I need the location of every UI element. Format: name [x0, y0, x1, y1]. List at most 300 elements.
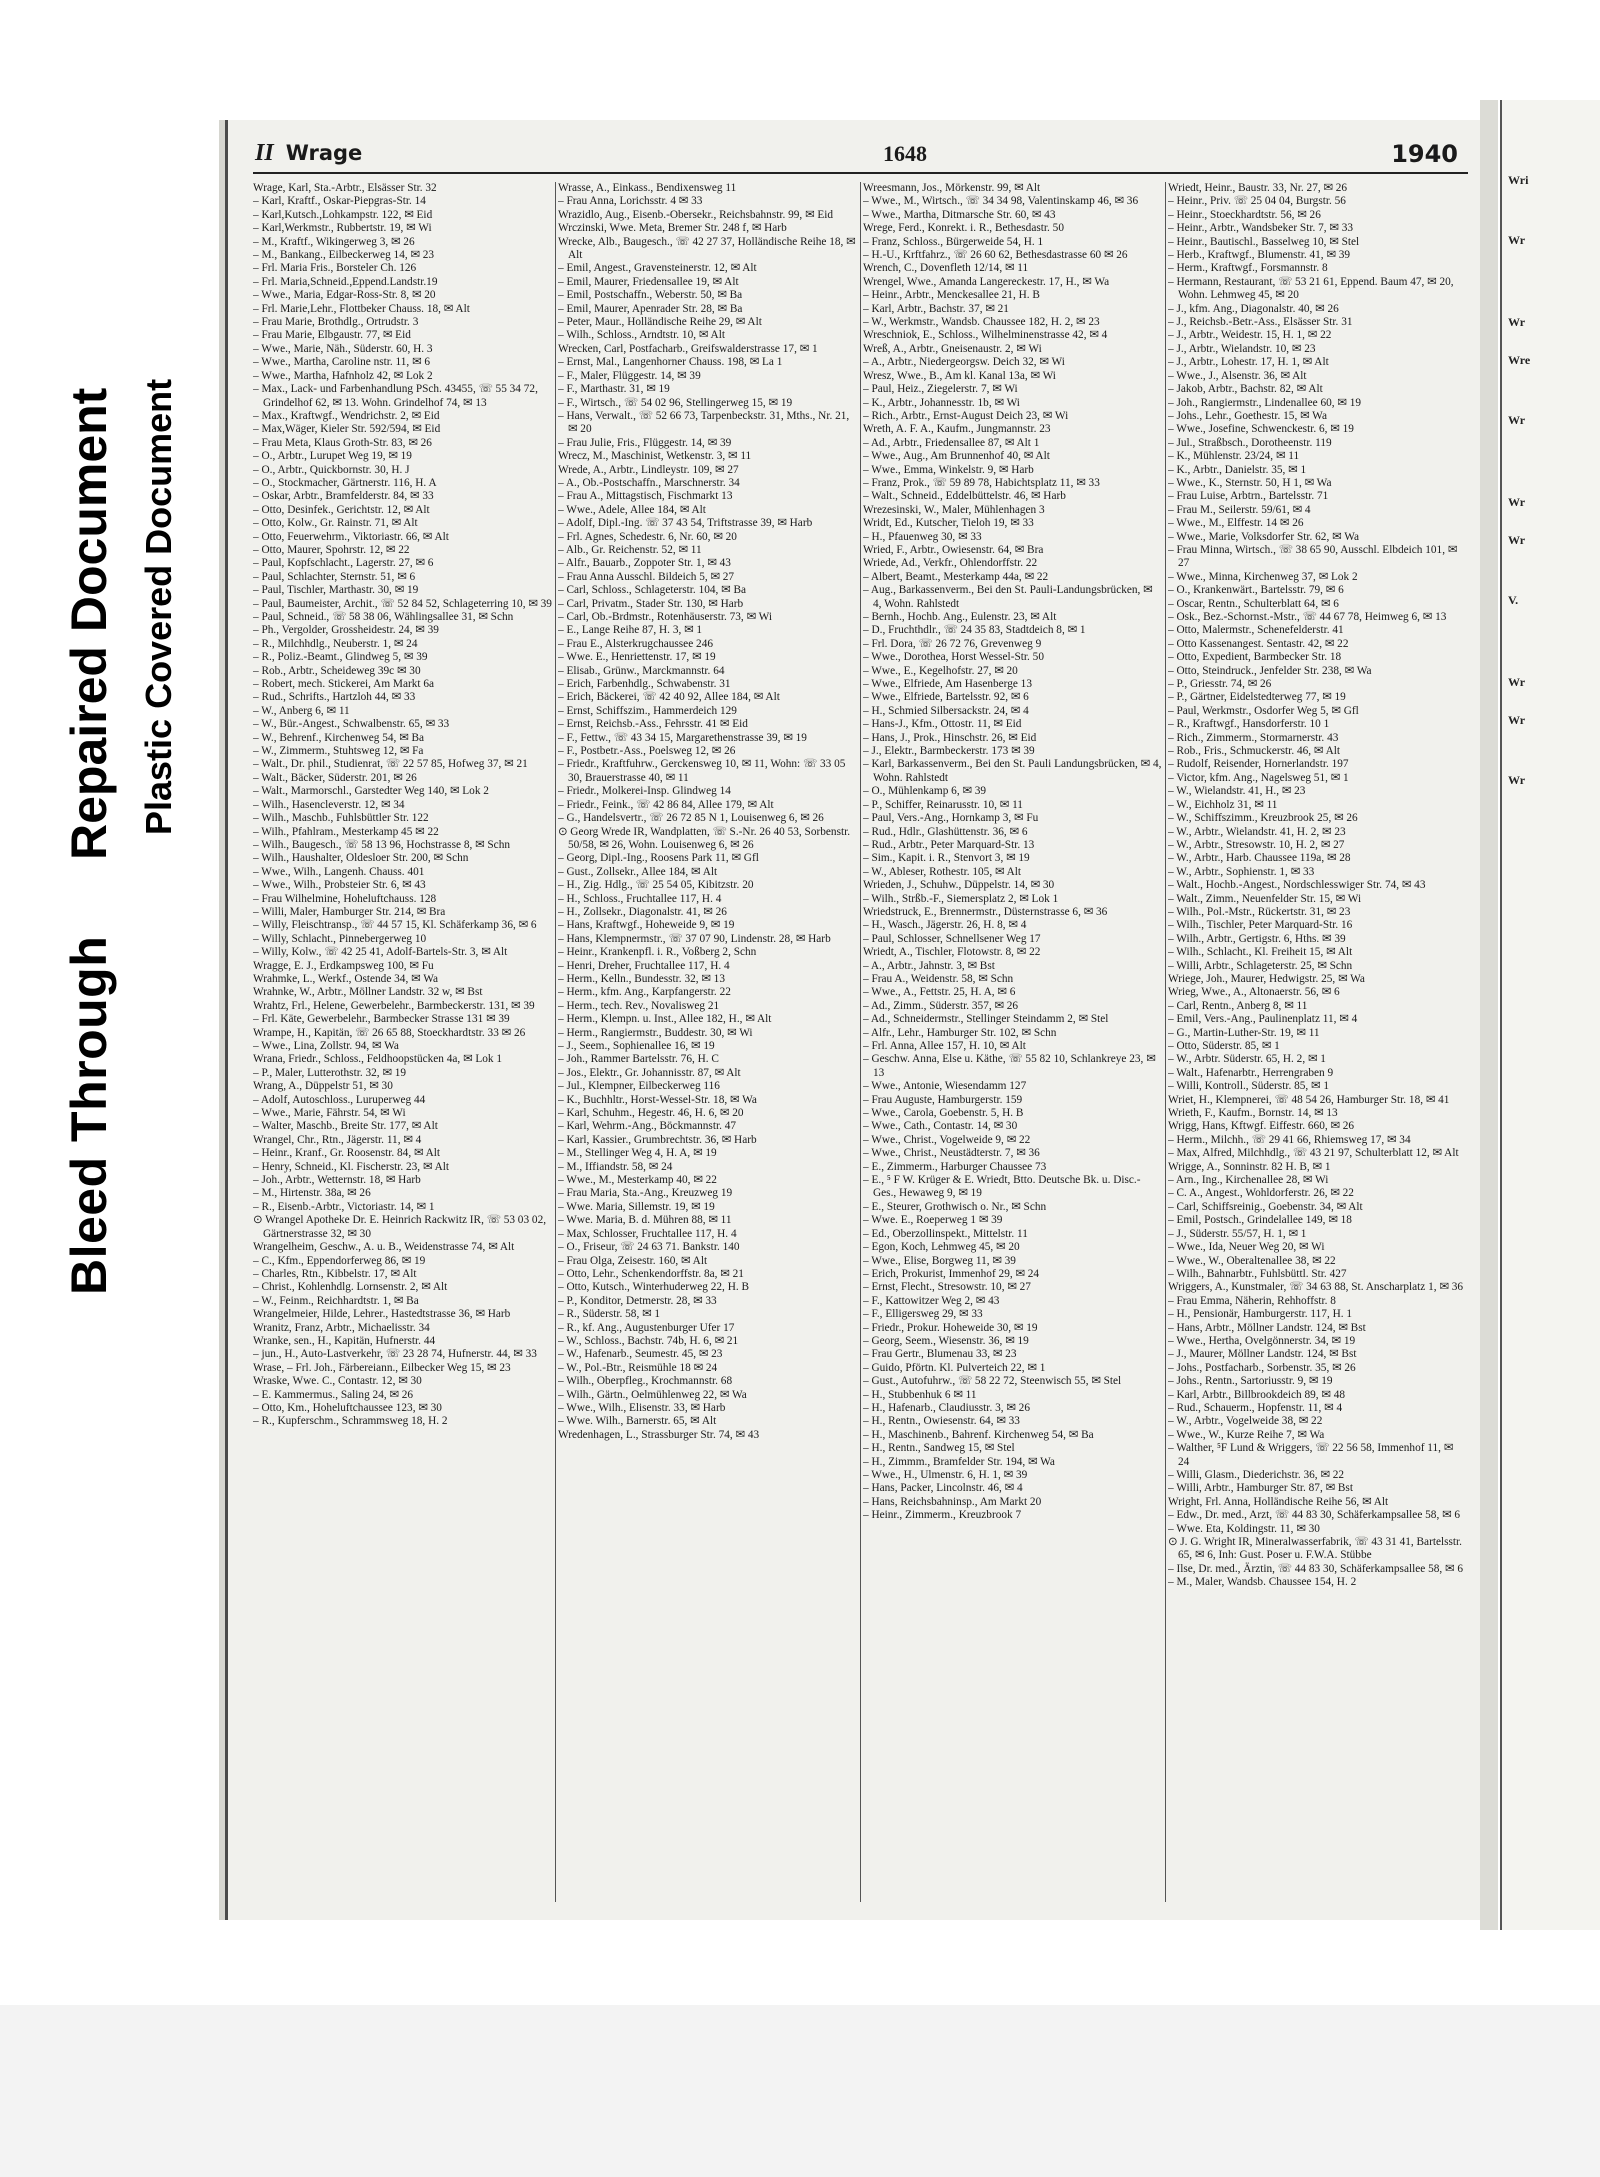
directory-entry: – H., Pensionär, Hamburgerstr. 117, H. 1 [1168, 1308, 1353, 1321]
directory-entry: – M., Kraftf., Wikingerweg 3, ✉ 26 [253, 235, 415, 248]
directory-entry: – Rud., Schauerm., Hopfenstr. 11, ✉ 4 [1168, 1401, 1343, 1414]
directory-entry: – Wwe., Minna, Kirchenweg 37, ✉ Lok 2 [1168, 570, 1358, 583]
directory-entry: – Frau M., Seilerstr. 59/61, ✉ 4 [1168, 503, 1311, 516]
directory-entry: – Frau A., Mittagstisch, Fischmarkt 13 [558, 490, 733, 503]
directory-entry: – Wwe., J., Alsenstr. 36, ✉ Alt [1168, 369, 1307, 382]
directory-entry: – J., Maurer, Möllner Landstr. 124, ✉ Bst [1168, 1348, 1357, 1361]
directory-entry: – Albert, Beamt., Mesterkamp 44a, ✉ 22 [863, 570, 1049, 583]
directory-entry: – Otto, Km., Hoheluftchaussee 123, ✉ 30 [253, 1401, 442, 1414]
directory-entry: – Wilh., Strßb.-F., Siemersplatz 2, ✉ Lok 1 [863, 892, 1059, 905]
directory-entry: – Frl. Dora, ☏ 26 72 76, Grevenweg 9 [863, 637, 1042, 650]
directory-page [225, 120, 1483, 1920]
directory-entry: – Paul, Schneid., ☏ 58 38 06, Wählingsallee 31, ✉ Schn [253, 611, 514, 623]
directory-entry: – R., Eisenb.-Arbtr., Victoriastr. 14, ✉ 1 [253, 1200, 435, 1213]
directory-entry: Wrench, C., Dovenfleth 12/14, ✉ 11 [863, 262, 1029, 275]
directory-entry: – Herm., Kelln., Bundesstr. 32, ✉ 13 [558, 972, 725, 985]
adjacent-page-fragment: Wr [1508, 413, 1526, 427]
directory-entry: – Georg, Seem., Wiesenstr. 36, ✉ 19 [863, 1334, 1029, 1347]
directory-entry: – Carl, Schloss., Schlageterstr. 104, ✉ Ba [558, 584, 746, 597]
directory-entry: – Adolf, Dipl.-Ing. ☏ 37 43 54, Triftstrasse 39, ✉ Harb [558, 517, 813, 530]
directory-entry: Wrecken, Carl, Postfacharb., Greifswalderstrasse 17, ✉ 1 [558, 342, 818, 355]
directory-entry: – G., Handelsvertr., ☏ 26 72 85 N 1, Louisenweg 6, ✉ 26 [558, 812, 824, 825]
directory-entry: – Wwe., M., Mesterkamp 40, ✉ 22 [558, 1174, 717, 1187]
directory-entry: Wrage, Karl, Sta.-Arbtr., Elsässer Str. 32 [253, 182, 437, 194]
directory-entry: – Frl. Käte, Gewerbelehr., Barmbecker Strasse 131 ✉ 39 [253, 1013, 510, 1026]
directory-entry: – Rud., Schrifts., Hartzloh 44, ✉ 33 [253, 691, 416, 704]
directory-entry: – Wilh., Hasencleverstr. 12, ✉ 34 [253, 798, 405, 811]
directory-entry: – F., Marthastr. 31, ✉ 19 [558, 383, 670, 396]
directory-entry: – Carl, Rentn., Anberg 8, ✉ 11 [1168, 999, 1308, 1012]
directory-entry: Wrase, – Frl. Joh., Färbereiann., Eilbecker Weg 15, ✉ 23 [253, 1361, 511, 1374]
directory-entry: – Frl. Maria Fris., Borsteler Ch. 126 [253, 262, 417, 275]
column-3 [863, 182, 1162, 1902]
directory-entry: – Wwe., Aug., Am Brunnenhof 40, ✉ Alt [863, 450, 1050, 463]
stamp-plastic-covered: Plastic Covered Document [138, 378, 179, 835]
directory-entry: – Ed., Oberzollinspekt., Mittelstr. 11 [863, 1227, 1028, 1240]
adjacent-page-fragment: Wr [1508, 233, 1526, 247]
directory-entry: – Willi, Arbtr., Hamburger Str. 87, ✉ Bst [1168, 1482, 1353, 1495]
directory-entry: – K., Buchhltr., Horst-Wessel-Str. 18, ✉ Wa [558, 1093, 757, 1106]
directory-entry: – Walt., Schneid., Eddelbüttelstr. 46, ✉ Harb [863, 490, 1066, 503]
directory-entry: – F., Kattowitzer Weg 2, ✉ 43 [863, 1294, 1000, 1307]
directory-entry: – W., Arbtr., Sophienstr. 1, ✉ 33 [1168, 865, 1315, 878]
directory-entry: – Emil, Maurer, Apenrader Str. 28, ✉ Ba [558, 302, 743, 315]
directory-entry: ⊙ Wrangel Apotheke Dr. E. Heinrich Rackwitz IR, ☏ 53 03 02, Gärtnerstrasse 32, ✉ 30 [253, 1214, 547, 1240]
directory-entry: – Wilh., Oberpfleg., Krochmannstr. 68 [558, 1375, 733, 1388]
directory-entry: – Wilh., Pol.-Mstr., Rückertstr. 31, ✉ 23 [1168, 905, 1351, 918]
directory-entry: – Wilh., Schloss., Arndtstr. 10, ✉ Alt [558, 329, 725, 342]
directory-entry: – Gust., Autofuhrw., ☏ 58 22 72, Steenwisch 55, ✉ Stel [863, 1375, 1122, 1388]
directory-entry: – Jul., Klempner, Eilbeckerweg 116 [558, 1080, 720, 1093]
directory-entry: – Wwe., E., Kegelhofstr. 27, ✉ 20 [863, 664, 1018, 677]
directory-entry: Wriedt, Heinr., Baustr. 33, Nr. 27, ✉ 26 [1168, 182, 1348, 194]
directory-entry: – O., Krankenwärt., Bartelsstr. 79, ✉ 6 [1168, 584, 1344, 597]
directory-entry: – Franz, Prok., ☏ 59 89 78, Habichtsplatz 11, ✉ 33 [863, 476, 1100, 489]
directory-entry: – Frau Marie, Brothdlg., Ortrudstr. 3 [253, 316, 419, 329]
directory-entry: – Emil, Angest., Gravensteinerstr. 12, ✉ Alt [558, 262, 757, 275]
directory-entry: – F., Fettw., ☏ 43 34 15, Margarethenstrasse 39, ✉ 19 [558, 731, 807, 744]
directory-entry: – Otto, Malermstr., Schenefelderstr. 41 [1168, 624, 1344, 637]
directory-entry: – W., Zimmerm., Stuhtsweg 12, ✉ Fa [253, 745, 424, 758]
directory-entry: – Frau Anna, Lorichsstr. 4 ✉ 33 [558, 195, 703, 208]
directory-entry: – Frl. Marie,Lehr., Flottbeker Chauss. 18, ✉ Alt [253, 302, 470, 315]
directory-entry: – Frl. Anna, Allee 157, H. 10, ✉ Alt [863, 1040, 1026, 1052]
adjacent-page-fragment: Wri [1508, 173, 1529, 187]
directory-entry: – Wilh., Gärtn., Oelmühlenweg 22, ✉ Wa [558, 1388, 747, 1401]
directory-entry: – Hans-J., Kfm., Ottostr. 11, ✉ Eid [863, 718, 1022, 731]
directory-entry: Wredenhagen, L., Strassburger Str. 74, ✉ 43 [558, 1428, 760, 1441]
directory-entry: – Wwe. Maria, B. d. Mühren 88, ✉ 11 [558, 1214, 732, 1227]
directory-entry: – Otto, Steindruck., Jenfelder Str. 238, ✉ Wa [1168, 664, 1372, 677]
directory-entry: – Wilh., Arbtr., Gertigstr. 6, Hths. ✉ 39 [1168, 932, 1346, 945]
directory-entry: – Wwe., Martha, Hafnholz 42, ✉ Lok 2 [253, 369, 433, 382]
directory-entry: – R., Süderstr. 58, ✉ 1 [558, 1308, 661, 1321]
directory-entry: Wried, F., Arbtr., Owiesenstr. 64, ✉ Bra [863, 543, 1044, 556]
directory-entry: – Alfr., Bauarb., Zoppoter Str. 1, ✉ 43 [558, 557, 731, 570]
directory-entry: – Wwe. Maria, Sillemstr. 19, ✉ 19 [558, 1200, 715, 1213]
directory-entry: – Willi, Glasm., Diederichstr. 36, ✉ 22 [1168, 1469, 1345, 1481]
directory-entry: – R., kf. Ang., Augustenburger Ufer 17 [558, 1321, 735, 1334]
directory-entry: – Wwe., Martha, Caroline nstr. 11, ✉ 6 [253, 356, 431, 369]
directory-entry: – Wwe. Eta, Koldingstr. 11, ✉ 30 [1168, 1522, 1320, 1535]
directory-entry: – Frau A., Weidenstr. 58, ✉ Schn [863, 972, 1014, 985]
directory-entry: – Hans, Reichsbahninsp., Am Markt 20 [863, 1495, 1042, 1508]
directory-entry: – Wilh., Tischler, Peter Marquard-Str. 16 [1168, 919, 1353, 932]
directory-entry: – Sim., Kapit. i. R., Stenvort 3, ✉ 19 [863, 852, 1030, 865]
directory-entry: – M., Hirtenstr. 38a, ✉ 26 [253, 1187, 371, 1200]
directory-entry: – R., Kupferschm., Schrammsweg 18, H. 2 [253, 1415, 448, 1428]
directory-entry: Wrege, Ferd., Konrekt. i. R., Bethesdastr. 50 [863, 222, 1064, 235]
directory-entry: – P., Maler, Lutterothstr. 32, ✉ 19 [253, 1066, 407, 1079]
directory-entry: – Joh., Rammer Bartelsstr. 76, H. C [558, 1053, 719, 1066]
directory-entry: – H., Zig. Hdlg., ☏ 25 54 05, Kibitzstr. 20 [558, 879, 754, 892]
directory-entry: – Johs., Lehr., Goethestr. 15, ✉ Wa [1168, 409, 1327, 422]
directory-entry: Wriedstruck, E., Brennermstr., Düsternstrasse 6, ✉ 36 [863, 905, 1108, 918]
column-divider [1165, 182, 1166, 1902]
directory-entry: – Herm., tech. Rev., Novalisweg 21 [558, 999, 720, 1012]
directory-entry: – Wwe., Adele, Allee 184, ✉ Alt [558, 503, 706, 516]
directory-entry: – Wwe. Wilh., Barnerstr. 65, ✉ Alt [558, 1415, 717, 1428]
directory-entry: Wragge, E. J., Erdkampsweg 100, ✉ Fu [253, 959, 434, 972]
directory-entry: – Emil, Vers.-Ang., Paulinenplatz 11, ✉ 4 [1168, 1013, 1358, 1026]
directory-entry: – Otto, Kutsch., Winterhuderweg 22, H. B [558, 1281, 750, 1294]
directory-entry: – J., Süderstr. 55/57, H. 1, ✉ 1 [1168, 1227, 1307, 1240]
directory-entry: – Herm., Milchh., ☏ 29 41 66, Rhiemsweg 17, ✉ 34 [1168, 1133, 1411, 1146]
header-section [255, 140, 362, 167]
directory-entry: – Henry, Schneid., Kl. Fischerstr. 23, ✉ Alt [253, 1160, 450, 1173]
directory-entry: – Wwe., H., Ulmenstr. 6, H. 1, ✉ 39 [863, 1469, 1028, 1481]
directory-entry: – Max, Schlosser, Fruchtallee 117, H. 4 [558, 1227, 737, 1240]
directory-entry: – Willy, Fleischtransp., ☏ 44 57 15, Kl. Schäferkamp 36, ✉ 6 [253, 919, 537, 932]
directory-entry: – Wwe., Christ., Vogelweide 9, ✉ 22 [863, 1133, 1031, 1146]
directory-entry: – Emil, Postschaffn., Weberstr. 50, ✉ Ba [558, 289, 743, 302]
directory-entry: – Heinr., Kranf., Gr. Roosenstr. 84, ✉ Alt [253, 1147, 441, 1160]
directory-entry: Wreesmann, Jos., Mörkenstr. 99, ✉ Alt [863, 182, 1041, 194]
directory-entry: – F., Postbetr.-Ass., Poelsweg 12, ✉ 26 [558, 745, 736, 758]
directory-entry: – Johs., Postfacharb., Sorbenstr. 35, ✉ 26 [1168, 1361, 1356, 1374]
directory-entry: – Frau Wilhelmine, Hoheluftchauss. 128 [253, 892, 437, 905]
directory-entry: – E., Lange Reihe 87, H. 3, ✉ 1 [558, 624, 703, 637]
directory-entry: – Ilse, Dr. med., Ärztin, ☏ 44 83 30, Schäferkampsallee 58, ✉ 6 [1168, 1562, 1463, 1575]
directory-entry: Wrieth, F., Kaufm., Bornstr. 14, ✉ 13 [1168, 1107, 1338, 1120]
directory-entry: – Walt., Hochb.-Angest., Nordschlesswiger Str. 74, ✉ 43 [1168, 879, 1426, 892]
directory-entry: – H., Schloss., Fruchtallee 117, H. 4 [558, 892, 722, 905]
directory-entry: – Wwe., Elfriede, Bartelsstr. 92, ✉ 6 [863, 691, 1029, 704]
directory-entry: – W., Schloss., Bachstr. 74b, H. 6, ✉ 21 [558, 1334, 739, 1347]
directory-entry: – Georg, Dipl.-Ing., Roosens Park 11, ✉ Gfl [558, 852, 759, 865]
directory-entry: – Geschw. Anna, Else u. Käthe, ☏ 55 82 10, Schlankreye 23, ✉ 13 [863, 1053, 1156, 1079]
directory-entry: – Bernh., Hochb. Ang., Eulenstr. 23, ✉ Alt [863, 611, 1057, 623]
scan-bottom-margin [0, 2005, 1600, 2177]
directory-entry: – Karl, Arbtr., Billbrookdeich 89, ✉ 48 [1168, 1388, 1346, 1401]
directory-entry: ⊙ Georg Wrede IR, Wandplatten, ☏ S.-Nr. 26 40 53, Sorbenstr. 50/58, ✉ 26, Wohn. Louisenweg 6, ✉ 26 [558, 825, 851, 851]
directory-entry: – Rud., Arbtr., Peter Marquard-Str. 13 [863, 838, 1035, 851]
directory-entry: – Ad., Zimm., Süderstr. 357, ✉ 26 [863, 999, 1019, 1012]
directory-entry: – W., Ableser, Rothestr. 105, ✉ Alt [863, 865, 1022, 878]
directory-entry: – Peter, Maur., Holländische Reihe 29, ✉ Alt [558, 316, 762, 329]
directory-entry: – Christ., Kohlenhdlg. Lornsenstr. 2, ✉ Alt [253, 1281, 448, 1294]
directory-entry: – Wwe., Josefine, Schwenckestr. 6, ✉ 19 [1168, 423, 1354, 436]
directory-entry: – Gust., Zollsekr., Allee 184, ✉ Alt [558, 865, 718, 878]
directory-entry: – H., Zollsekr., Diagonalstr. 41, ✉ 26 [558, 905, 727, 918]
directory-entry: – Karl,Werkmstr., Rubbertstr. 19, ✉ Wi [253, 222, 432, 235]
directory-entry: – J., Arbtr., Lohestr. 17, H. 1, ✉ Alt [1168, 356, 1329, 369]
directory-entry: – Heinr., Stoeckhardtstr. 56, ✉ 26 [1168, 208, 1321, 221]
directory-entry: – Otto, Expedient, Barmbecker Str. 18 [1168, 651, 1342, 664]
directory-entry: – Frau Olga, Zeisestr. 160, ✉ Alt [558, 1254, 708, 1267]
directory-entry: – Joh., Rangiermstr., Lindenallee 60, ✉ 19 [1168, 396, 1362, 409]
directory-entry: – W., Eichholz 31, ✉ 11 [1168, 798, 1278, 811]
directory-entry: – Ernst, Schiffszim., Hammerdeich 129 [558, 704, 737, 717]
directory-entry: – Paul, Vers.-Ang., Hornkamp 3, ✉ Fu [863, 812, 1039, 825]
directory-entry: – M., Maler, Wandsb. Chaussee 154, H. 2 [1168, 1576, 1357, 1589]
directory-entry: – A., Arbtr., Jahnstr. 3, ✉ Bst [863, 959, 995, 972]
directory-entry: – Paul, Baumeister, Archit., ☏ 52 84 52, Schlageterring 10, ✉ 39 [253, 597, 552, 610]
directory-entry: – Carl, Schiffsreinig., Goebenstr. 34, ✉ Alt [1168, 1200, 1363, 1213]
directory-entry: – Rich., Zimmerm., Stormarnerstr. 43 [1168, 731, 1339, 744]
directory-entry: – Herm., Rangiermstr., Buddestr. 30, ✉ Wi [558, 1026, 753, 1039]
directory-entry: Wrezesinski, W., Maler, Mühlenhagen 3 [863, 503, 1045, 516]
directory-entry: – Ernst, Mal., Langenhorner Chauss. 198, ✉ La 1 [558, 356, 783, 369]
directory-entry: – Wwe., M., Wirtsch., ☏ 34 34 98, Valentinskamp 46, ✉ 36 [863, 195, 1139, 208]
directory-entry: – Frau Marie, Elbgaustr. 77, ✉ Eid [253, 329, 411, 342]
directory-entry: – Frl. Maria,Schneid.,Eppend.Landstr.19 [253, 275, 438, 288]
directory-entry: – W., Hafenarb., Seumestr. 45, ✉ 23 [558, 1348, 723, 1361]
directory-entry: – E., Steurer, Grothwisch o. Nr., ✉ Schn [863, 1200, 1047, 1213]
directory-entry: – C. A., Angest., Wohldorferstr. 26, ✉ 22 [1168, 1187, 1354, 1200]
directory-entry: – Ernst, Flecht., Stresowstr. 10, ✉ 27 [863, 1281, 1031, 1294]
directory-entry: – Frau Emma, Näherin, Rehhoffstr. 8 [1168, 1294, 1336, 1307]
directory-entry: – Erich, Bäckerei, ☏ 42 40 92, Allee 184, ✉ Alt [558, 691, 780, 704]
directory-entry: – Otto, Süderstr. 85, ✉ 1 [1168, 1040, 1280, 1052]
directory-entry: – Henri, Dreher, Fruchtallee 117, H. 4 [558, 959, 730, 972]
column-divider [860, 182, 861, 1902]
directory-entry: – J., Arbtr., Wielandstr. 10, ✉ 23 [1168, 342, 1316, 355]
directory-entry: Wrampe, H., Kapitän, ☏ 26 65 88, Stoeckhardtstr. 33 ✉ 26 [253, 1026, 526, 1039]
directory-entry: Wreß, A., Arbtr., Gneisenaustr. 2, ✉ Wi [863, 342, 1042, 355]
directory-entry: – Karl, Barkassenverm., Bei den St. Pauli Landungsbrücken, ✉ 4, Wohn. Rahlstedt [863, 758, 1162, 784]
directory-entry: – Egon, Koch, Lehmweg 45, ✉ 20 [863, 1241, 1020, 1254]
directory-entry: – P., Griesstr. 74, ✉ 26 [1168, 678, 1272, 691]
adjacent-page-fragment: Wr [1508, 773, 1526, 787]
directory-entry: – Paul, Schlachter, Sternstr. 51, ✉ 6 [253, 570, 416, 583]
directory-entry: Wrigg, Hans, Kftwgf. Eiffestr. 660, ✉ 26 [1168, 1120, 1355, 1133]
directory-entry: – Frl. Agnes, Schedestr. 6, Nr. 60, ✉ 20 [558, 530, 737, 543]
directory-entry: – H., Rentn., Sandweg 15, ✉ Stel [863, 1442, 1015, 1455]
directory-entry: – Aug., Barkassenverm., Bei den St. Pauli-Landungsbrücken, ✉ 4, Wohn. Rahlstedt [863, 584, 1153, 610]
directory-entry: – W., Arbtr., Stresowstr. 10, H. 2, ✉ 27 [1168, 838, 1345, 851]
adjacent-page-fragment: Wr [1508, 315, 1526, 329]
column-2 [558, 182, 857, 1902]
directory-entry: – Herm., kfm. Ang., Karpfangerstr. 22 [558, 986, 731, 999]
directory-entry: – Edw., Dr. med., Arzt, ☏ 44 83 30, Schäferkampsallee 58, ✉ 6 [1168, 1509, 1461, 1522]
directory-entry: – Karl, Schuhm., Hegestr. 46, H. 6, ✉ 20 [558, 1107, 744, 1120]
directory-entry: – Emil, Maurer, Friedensallee 19, ✉ Alt [558, 275, 739, 288]
directory-entry: Wrczinski, Wwe. Meta, Bremer Str. 248 f, ✉ Harb [558, 222, 787, 235]
directory-entry: – Frau Anna Ausschl. Bildeich 5, ✉ 27 [558, 570, 735, 583]
directory-entry: – R., Milchhdlg., Neuberstr. 1, ✉ 24 [253, 637, 418, 650]
directory-entry: – Otto, Feuerwehrm., Viktoriastr. 66, ✉ Alt [253, 530, 449, 543]
adjacent-page-fragment: V. [1508, 593, 1519, 607]
directory-entry: Wriege, Joh., Maurer, Hedwigstr. 25, ✉ Wa [1168, 972, 1365, 985]
directory-entry: – Willi, Arbtr., Schlageterstr. 25, ✉ Schn [1168, 959, 1353, 972]
directory-entry: – Ph., Vergolder, Grossheidestr. 24, ✉ 39 [253, 624, 439, 637]
adjacent-page-edge [1500, 100, 1600, 1930]
directory-entry: – Heinr., Priv. ☏ 25 04 04, Burgstr. 56 [1168, 195, 1346, 208]
directory-entry: – P., Gärtner, Eidelstedterweg 77, ✉ 19 [1168, 691, 1346, 704]
directory-entry: – Ernst, Reichsb.-Ass., Fehrsstr. 41 ✉ Eid [558, 718, 748, 731]
directory-entry: Wrahtz, Frl., Helene, Gewerbelehr., Barmbeckerstr. 131, ✉ 39 [253, 999, 535, 1012]
directory-entry: – Ad., Arbtr., Friedensallee 87, ✉ Alt 1 [863, 436, 1040, 449]
directory-entry: – H., Pfauenweg 30, ✉ 33 [863, 530, 982, 543]
directory-entry: – Heinr., Zimmerm., Kreuzbrook 7 [863, 1509, 1022, 1522]
directory-entry: – F., Elligersweg 29, ✉ 33 [863, 1308, 983, 1321]
directory-entry: – W., Arbtr., Vogelweide 38, ✉ 22 [1168, 1415, 1323, 1428]
directory-entry: – Johs., Rentn., Sartoriusstr. 9, ✉ 19 [1168, 1375, 1333, 1388]
directory-entry: – Rud., Hdlr., Glashüttenstr. 36, ✉ 6 [863, 825, 1028, 838]
directory-entry: – Wilh., Bahnarbtr., Fuhlsbüttl. Str. 427 [1168, 1267, 1347, 1280]
directory-entry: – M., Bankang., Eilbeckerweg 14, ✉ 23 [253, 249, 435, 262]
directory-entry: – Hans, Verwalt., ☏ 52 66 73, Tarpenbeckstr. 31, Mths., Nr. 21, ✉ 20 [558, 409, 850, 436]
adjacent-page-fragment: Wr [1508, 675, 1526, 689]
directory-entry: – C., Kfm., Eppendorferweg 86, ✉ 19 [253, 1254, 426, 1267]
directory-entry: – Herm., Klempn. u. Inst., Allee 182, H., ✉ Alt [558, 1013, 772, 1026]
directory-entry: – Frau Maria, Sta.-Ang., Kreuzweg 19 [558, 1187, 733, 1200]
directory-entry: – E., Zimmerm., Harburger Chaussee 73 [863, 1160, 1047, 1173]
directory-entry: – J., Elektr., Barmbeckerstr. 173 ✉ 39 [863, 745, 1035, 758]
directory-entry: – Wwe., Lina, Zollstr. 94, ✉ Wa [253, 1040, 399, 1052]
directory-entry: – W., Schiffszimm., Kreuzbrook 25, ✉ 26 [1168, 812, 1358, 825]
directory-entry: – Willi, Kontroll., Süderstr. 85, ✉ 1 [1168, 1080, 1329, 1093]
directory-entry: – A., Ob.-Postschaffn., Marschnerstr. 34 [558, 476, 740, 489]
directory-entry: – Herb., Kraftwgf., Blumenstr. 41, ✉ 39 [1168, 249, 1351, 262]
scan-top-margin [0, 0, 1600, 48]
directory-entry: Wriet, H., Klempnerei, ☏ 48 54 26, Hamburger Str. 18, ✉ 41 [1168, 1093, 1450, 1106]
directory-entry: – Karl, Arbtr., Bachstr. 37, ✉ 21 [863, 302, 1009, 315]
directory-entry: – R., Poliz.-Beamt., Glindweg 5, ✉ 39 [253, 651, 428, 664]
directory-entry: – Otto, Kolw., Gr. Rainstr. 71, ✉ Alt [253, 517, 418, 530]
directory-entry: – Wwe., Marie, Näh., Süderstr. 60, H. 3 [253, 342, 433, 355]
directory-entry: Wriede, Ad., Verkfr., Ohlendorffstr. 22 [863, 557, 1038, 570]
directory-entry: – Karl, Kassier., Grumbrechtstr. 36, ✉ Harb [558, 1133, 757, 1146]
directory-entry: – F., Maler, Flüggestr. 14, ✉ 39 [558, 369, 701, 382]
directory-entry: – Max, Alfred, Milchhdlg., ☏ 43 21 97, Schulterblatt 12, ✉ Alt [1168, 1147, 1459, 1160]
directory-entry: – Frau E., Alsterkrugchaussee 246 [558, 637, 713, 650]
running-head-word: Wrage [285, 141, 363, 165]
directory-entry: – Emil, Postsch., Grindelallee 149, ✉ 18 [1168, 1214, 1352, 1227]
directory-entry: – P., Schiffer, Reinarusstr. 10, ✉ 11 [863, 798, 1023, 811]
directory-entry: – Walt., Zimm., Neuenfelder Str. 15, ✉ Wi [1168, 892, 1362, 905]
directory-entry: Wreschniok, E., Schloss., Wilhelminenstrasse 42, ✉ 4 [863, 329, 1108, 342]
directory-entry: – O., Stockmacher, Gärtnerstr. 116, H. A [253, 476, 437, 489]
directory-entry: – Frau Julie, Fris., Flüggestr. 14, ✉ 39 [558, 436, 732, 449]
directory-entry: – Charles, Rtn., Kibbelstr. 17, ✉ Alt [253, 1267, 417, 1280]
directory-entry: – Oskar, Arbtr., Bramfelderstr. 84, ✉ 33 [253, 490, 434, 503]
directory-entry: – Wilh., Pfahlram., Mesterkamp 45 ✉ 22 [253, 825, 439, 838]
directory-entry: – Otto, Desinfek., Gerichtstr. 12, ✉ Alt [253, 503, 430, 516]
directory-entry: – Wilh., Haushalter, Oldesloer Str. 200, ✉ Schn [253, 852, 469, 865]
directory-entry: – jun., H., Auto-Lastverkehr, ☏ 23 28 74, Hufnerstr. 44, ✉ 33 [253, 1348, 537, 1361]
directory-entry: Wrengel, Wwe., Amanda Langereckestr. 17, H., ✉ Wa [863, 275, 1110, 288]
directory-entry: – Franz, Schloss., Bürgerweide 54, H. 1 [863, 235, 1044, 248]
page-header [253, 138, 1468, 174]
directory-entry: – Frau Minna, Wirtsch., ☏ 38 65 90, Ausschl. Elbdeich 101, ✉ 27 [1168, 543, 1458, 570]
directory-entry: – Erich, Prokurist, Immenhof 29, ✉ 24 [863, 1267, 1040, 1280]
directory-entry: – K., Mühlenstr. 23/24, ✉ 11 [1168, 450, 1300, 463]
directory-entry: – Paul, Schlosser, Schnellsener Weg 17 [863, 932, 1041, 945]
directory-entry: – Otto, Maurer, Spohrstr. 12, ✉ 22 [253, 543, 410, 556]
directory-entry: – Wwe., Christ., Neustädterstr. 7, ✉ 36 [863, 1147, 1040, 1160]
directory-entry: – M., Stellinger Weg 4, H. A, ✉ 19 [558, 1147, 717, 1160]
directory-entry: – Friedr., Molkerei-Insp. Glindweg 14 [558, 785, 731, 798]
adjacent-page-fragment: Wr [1508, 533, 1526, 547]
directory-entry: – Max,Wäger, Kieler Str. 592/594, ✉ Eid [253, 423, 441, 436]
directory-entry: – Wwe. E., Roeperweg 1 ✉ 39 [863, 1214, 1003, 1227]
directory-entry: – Wwe., Cath., Contastr. 14, ✉ 30 [863, 1120, 1018, 1133]
directory-entry: – Walter, Maschb., Breite Str. 177, ✉ Alt [253, 1120, 438, 1133]
directory-entry: – Jos., Elektr., Gr. Johannisstr. 87, ✉ Alt [558, 1066, 741, 1079]
directory-entry: Wreth, A. F. A., Kaufm., Jungmannstr. 23 [863, 423, 1051, 436]
directory-entry: – H., Schmied Silbersackstr. 24, ✉ 4 [863, 704, 1029, 717]
directory-entry: Wrieden, J., Schuhw., Düppelstr. 14, ✉ 30 [863, 879, 1055, 892]
directory-entry: – W., Feinm., Reichhardtstr. 1, ✉ Ba [253, 1294, 419, 1307]
directory-entry: – Rob., Fris., Schmuckerstr. 46, ✉ Alt [1168, 745, 1341, 758]
directory-entry: – Wwe., Maria, Edgar-Ross-Str. 8, ✉ 20 [253, 289, 436, 302]
directory-entry: – Max., Kraftwgf., Wendrichstr. 2, ✉ Eid [253, 409, 440, 422]
directory-entry: – W., Pol.-Btr., Reismühle 18 ✉ 24 [558, 1361, 718, 1374]
directory-entry: – Wwe., Hertha, Ovelgönnerstr. 34, ✉ 19 [1168, 1334, 1356, 1347]
directory-entry: – Willi, Maler, Hamburger Str. 214, ✉ Bra [253, 905, 446, 918]
directory-entry: – F., Wirtsch., ☏ 54 02 96, Stellingerweg 15, ✉ 19 [558, 396, 793, 409]
directory-entry: – Wwe., W., Kurze Reihe 7, ✉ Wa [1168, 1428, 1325, 1441]
directory-entry: – Wwe., Wilh., Elisenstr. 33, ✉ Harb [558, 1401, 726, 1414]
directory-entry: Wriedt, A., Tischler, Flotowstr. 8, ✉ 22 [863, 946, 1041, 959]
directory-entry: – H., Stubbenhuk 6 ✉ 11 [863, 1388, 977, 1401]
directory-entry: – Willy, Schlacht., Pinnebergerweg 10 [253, 932, 427, 945]
directory-entry: – J., Arbtr., Weidestr. 15, H. 1, ✉ 22 [1168, 329, 1332, 342]
directory-entry: – D., Fruchthdlr., ☏ 24 35 83, Stadtdeich 8, ✉ 1 [863, 624, 1086, 637]
directory-entry: – W., Behrenf., Kirchenweg 54, ✉ Ba [253, 731, 425, 744]
directory-entry: – O., Arbtr., Quickbornstr. 30, H. J [253, 463, 410, 476]
directory-entry: – Paul, Tischler, Marthastr. 30, ✉ 19 [253, 584, 419, 597]
directory-entry: – Frau Meta, Klaus Groth-Str. 83, ✉ 26 [253, 436, 432, 449]
directory-entry: – E., ⁵ F W. Krüger & E. Wriedt, Btto. Deutsche Bk. u. Disc.-Ges., Hewaweg 9, ✉ 19 [863, 1174, 1141, 1200]
directory-entry: Wrahnke, W., Arbtr., Möllner Landstr. 32 w, ✉ Bst [253, 986, 483, 999]
directory-entry: – Wwe., Marie, Fährstr. 54, ✉ Wi [253, 1107, 406, 1120]
directory-entry: – Rudolf, Reisender, Hornerlandstr. 197 [1168, 758, 1349, 771]
directory-entry: – H., Maschinenb., Bahrenf. Kirchenweg 54, ✉ Ba [863, 1428, 1094, 1441]
directory-entry: – W., Anberg 6, ✉ 11 [253, 704, 350, 717]
directory-year: 1940 [1391, 140, 1458, 168]
directory-entry: – Karl,Kutsch.,Lohkampstr. 122, ✉ Eid [253, 208, 433, 221]
entry-columns [253, 182, 1468, 1902]
directory-entry: – Wwe., Marie, Volksdorfer Str. 62, ✉ Wa [1168, 530, 1359, 543]
directory-entry: – Guido, Pförtn. Kl. Pulverteich 22, ✉ 1 [863, 1361, 1046, 1374]
directory-entry: – Walther, ⁵F Lund & Wriggers, ☏ 22 56 58, Immenhof 11, ✉ 24 [1168, 1442, 1454, 1468]
directory-entry: – H., Wasch., Jägerstr. 26, H. 8, ✉ 4 [863, 919, 1027, 932]
directory-entry: – Joh., Arbtr., Wetternstr. 18, ✉ Harb [253, 1174, 421, 1187]
directory-entry: Wrieg, Wwe., A., Altonaerstr. 56, ✉ 6 [1168, 986, 1340, 999]
directory-entry: – Arn., Ing., Kirchenallee 28, ✉ Wi [1168, 1174, 1329, 1187]
directory-entry: – Wwe., Emma, Winkelstr. 9, ✉ Harb [863, 463, 1034, 476]
directory-entry: – Max., Lack- und Farbenhandlung PSch. 43455, ☏ 55 34 72, Grindelhof 62, ✉ 13. Wohn. Grindelhof 74, ✉ 13 [253, 383, 538, 409]
section-numeral: II [255, 140, 274, 166]
directory-entry: – Alfr., Lehr., Hamburger Str. 102, ✉ Schn [863, 1026, 1057, 1039]
directory-entry: – Otto, Lehr., Schenkendorffstr. 8a, ✉ 21 [558, 1267, 744, 1280]
directory-entry: – Wilh., Baugesch., ☏ 58 13 96, Hochstrasse 8, ✉ Schn [253, 838, 510, 851]
directory-entry: – Robert, mech. Stickerei, Am Markt 6a [253, 678, 435, 691]
directory-entry: – Wwe., Dorothea, Horst Wessel-Str. 50 [863, 651, 1044, 664]
